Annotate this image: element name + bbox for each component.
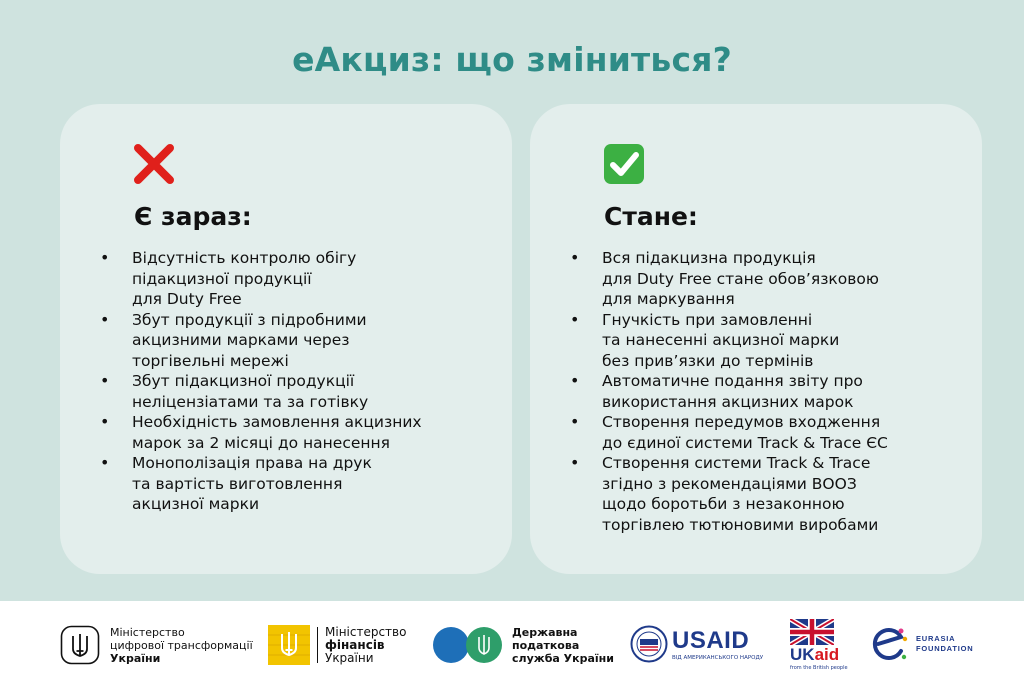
list-item: • Вся підакцизна продукція для Duty Free стане обов’язковою для маркування [566, 248, 968, 310]
eurasia-e-icon [870, 625, 908, 663]
trident-emblem-icon [268, 625, 310, 665]
usaid-logo: USAID ВІД АМЕРИКАНСЬКОГО НАРОДУ [630, 625, 763, 663]
list-item: • Гнучкість при замовленні та нанесенні акцизної марки без прив’язки до термінів [566, 310, 968, 372]
future-state-heading: Стане: [604, 202, 698, 231]
mdt-logo: Міністерство цифрової трансформації України [60, 625, 253, 665]
tax-service-emblem-icon [432, 625, 504, 665]
mof-logo: Міністерство фінансів України [268, 625, 406, 665]
list-item: • Необхідність замовлення акцизних марок за 2 місяці до нанесення [96, 412, 498, 453]
list-item: • Монополізація права на друк та вартість виготовлення акцизної марки [96, 453, 498, 515]
trident-emblem-icon [60, 625, 100, 665]
red-cross-icon [132, 142, 176, 186]
current-state-list [96, 248, 498, 515]
list-item: • Автоматичне подання звіту про використання акцизних марок [566, 371, 968, 412]
list-item: • Відсутність контролю обігу підакцизної продукції для Duty Free [96, 248, 498, 310]
current-state-card [60, 104, 512, 574]
eurasia-foundation-logo: EURASIA FOUNDATION [870, 625, 973, 663]
usaid-seal-icon [630, 625, 668, 663]
page-title: еАкциз: що зміниться? [292, 40, 732, 79]
list-item: • Створення передумов входження до єдиної системи Track & Trace ЄС [566, 412, 968, 453]
list-item: • Збут продукції з підробними акцизними марками через торгівельні мережі [96, 310, 498, 372]
green-check-icon [602, 142, 646, 186]
ukaid-logo: UKaid from the British people [790, 619, 848, 671]
list-item: • Збут підакцизної продукції неліцензіатами та за готівку [96, 371, 498, 412]
future-state-card [530, 104, 982, 574]
union-jack-icon [790, 619, 834, 645]
partners-footer [0, 601, 1024, 699]
current-state-heading: Є зараз: [134, 202, 252, 231]
tax-service-logo: Державна податкова служба України [432, 625, 614, 665]
future-state-list [566, 248, 968, 535]
list-item: • Створення системи Track & Trace згідно з рекомендаціями ВООЗ щодо боротьби з незаконною торгівлею тютюновими виробами [566, 453, 968, 535]
